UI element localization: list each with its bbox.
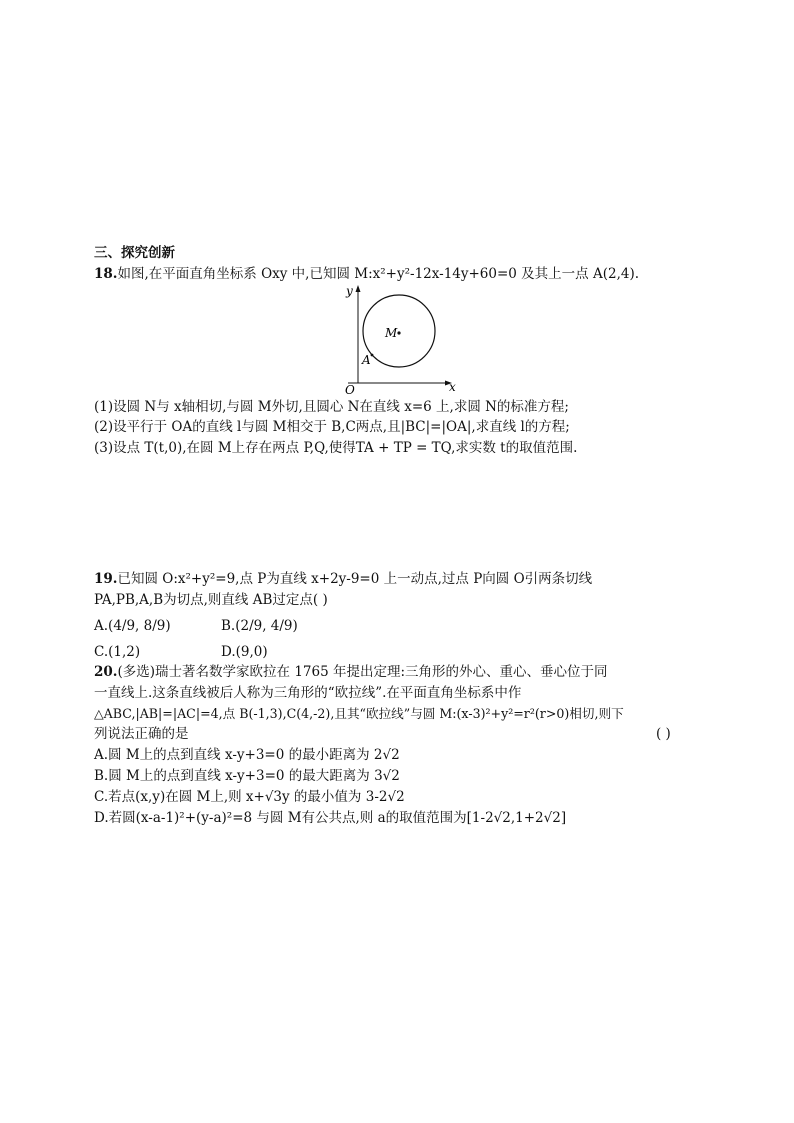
- y-axis-arrow: [356, 285, 361, 292]
- q20-option-b: B.圆 M上的点到直线 x-y+3=0 的最大距离为 3√2: [94, 768, 400, 784]
- q20-number: 20.: [94, 664, 118, 680]
- x-axis-label: x: [449, 380, 456, 394]
- q19-option-c: [94, 642, 140, 662]
- q20-stem-1: (多选)瑞士著名数学家欧拉在 1765 年提出定理:三角形的外心、重心、垂心位于同: [117, 664, 608, 680]
- center-label: M: [385, 326, 398, 340]
- option-c-label: C.: [94, 644, 109, 660]
- q18-stem-line: [94, 264, 639, 284]
- y-axis-label: y: [346, 284, 353, 298]
- q20-option-a: A.圆 M上的点到直线 x-y+3=0 的最小距离为 2√2: [94, 747, 400, 763]
- q20-line-1: [94, 662, 608, 682]
- option-b-value: (2/9, 4/9): [235, 618, 298, 634]
- option-c-value: (1,2): [108, 644, 141, 660]
- q19-option-a: [94, 616, 171, 636]
- q19-option-b: [221, 616, 298, 636]
- q19-stem-1: 已知圆 O:x²+y²=9,点 P为直线 x+2y-9=0 上一动点,过点 P向圆 O引两条切线: [117, 571, 593, 587]
- option-d-label: D.: [221, 644, 236, 660]
- option-b-label: B.: [221, 618, 236, 634]
- q18-part-3: (3)设点 T(t,0),在圆 M上存在两点 P,Q,使得TA + TP = TQ,求实数 t的取值范围.: [94, 440, 578, 456]
- option-a-value: (4/9, 8/9): [108, 618, 171, 634]
- q20-answer-paren: ( ): [656, 726, 671, 742]
- q18-stem: 如图,在平面直角坐标系 Oxy 中,已知圆 M:x²+y²-12x-14y+60=0 及其上一点 A(2,4).: [117, 266, 640, 282]
- q19-number: 19.: [94, 571, 118, 587]
- q20-line-2: 一直线上.这条直线被后人称为三角形的“欧拉线”.在平面直角坐标系中作: [94, 685, 522, 701]
- point-a-label: A: [362, 353, 371, 367]
- q20-option-c: C.若点(x,y)在圆 M上,则 x+√3y 的最小值为 3-2√2: [94, 789, 405, 805]
- option-a-label: A.: [94, 618, 109, 634]
- option-d-value: (9,0): [235, 644, 268, 660]
- center-m-dot: [397, 331, 400, 334]
- q20-line-3: △ABC,|AB|=|AC|=4,点 B(-1,3),C(4,-2),且其“欧拉线”与圆 M:(x-3)²+y²=r²(r>0)相切,则下: [94, 706, 624, 721]
- section-title: 三、探究创新: [94, 245, 175, 261]
- q18-number: 18.: [94, 266, 118, 282]
- q18-figure: [336, 283, 466, 396]
- q19-line-2: PA,PB,A,B为切点,则直线 AB过定点( ): [94, 592, 328, 608]
- q20-line-4: 列说法正确的是: [94, 726, 189, 742]
- point-a-dot: [371, 354, 374, 357]
- q18-part-2: (2)设平行于 OA的直线 l与圆 M相交于 B,C两点,且|BC|=|OA|,求直线 l的方程;: [94, 419, 570, 435]
- q19-line-1: [94, 569, 592, 589]
- q20-option-d: D.若圆(x-a-1)²+(y-a)²=8 与圆 M有公共点,则 a的取值范围为[1-2√2,1+2√2]: [94, 810, 567, 826]
- origin-label: O: [345, 383, 355, 396]
- q19-option-d: [221, 642, 268, 662]
- circle-m: [363, 295, 435, 367]
- q18-part-1: (1)设圆 N与 x轴相切,与圆 M外切,且圆心 N在直线 x=6 上,求圆 N的标准方程;: [94, 399, 569, 415]
